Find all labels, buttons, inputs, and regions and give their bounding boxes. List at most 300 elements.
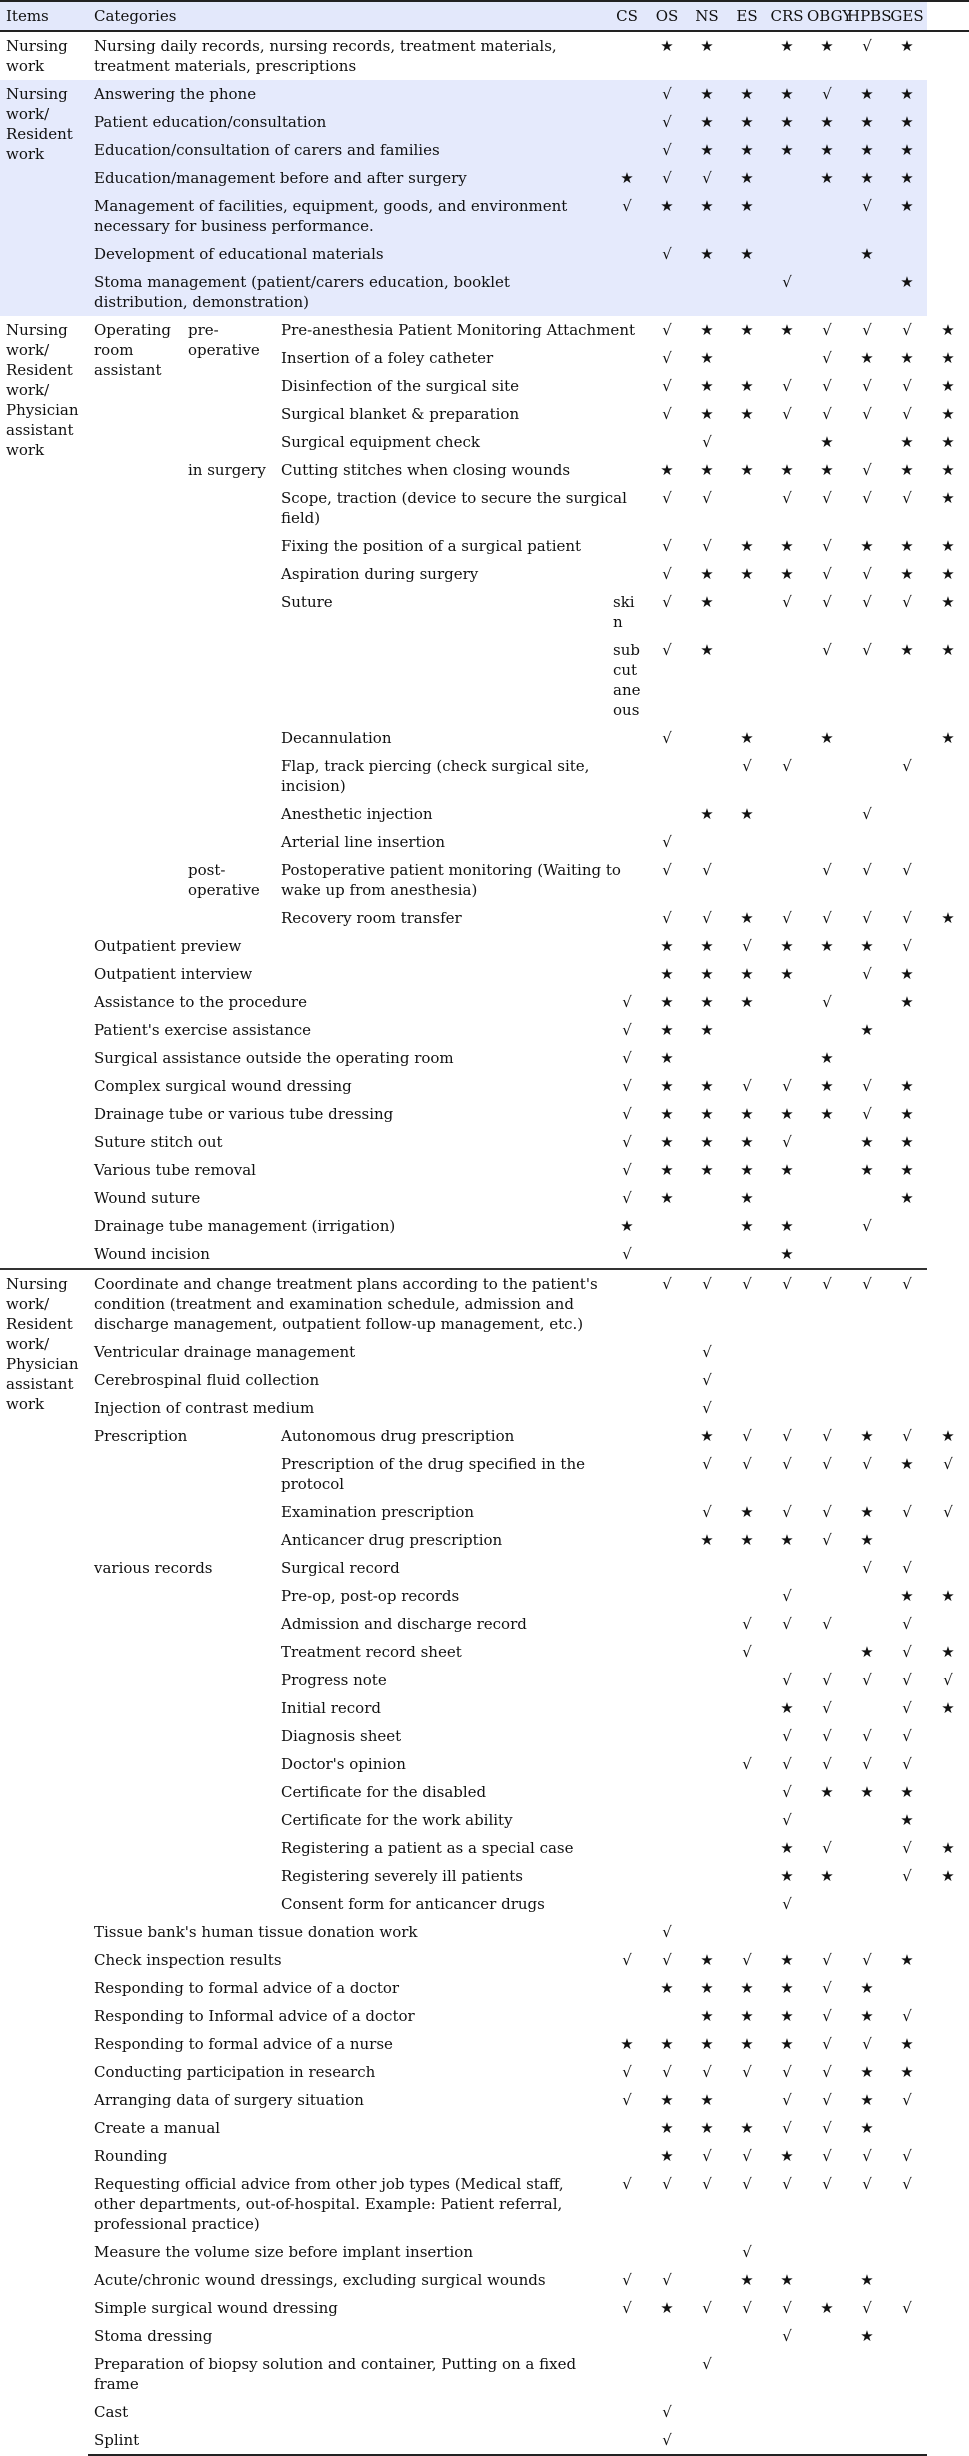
mark-cell: [687, 1722, 727, 1750]
mark-cell: ★: [900, 537, 914, 555]
mark-cell: √: [887, 1269, 927, 1338]
mark-cell: [767, 856, 807, 904]
mark-cell: ★: [941, 729, 955, 747]
table-row: [0, 2238, 969, 2266]
mark-cell: ★: [900, 2035, 914, 2053]
mark-cell: [727, 1016, 767, 1044]
mark-cell: √: [782, 2175, 792, 2193]
table-row: [0, 2114, 969, 2142]
mark-cell: ★: [860, 2007, 874, 2025]
mark-cell: [847, 2426, 887, 2455]
mark-cell: √: [862, 2147, 872, 2165]
mark-cell: [647, 1394, 687, 1422]
mark-cell: [887, 1212, 927, 1240]
mark-cell: [727, 636, 767, 724]
detail-label: Certificate for the work ability: [281, 1811, 513, 1829]
mark-cell: [767, 1366, 807, 1394]
mark-cell: √: [782, 1077, 792, 1095]
category-label: Prescription: [94, 1427, 188, 1445]
mark-cell: √: [862, 1727, 872, 1745]
table-row: [0, 316, 969, 344]
category-label: Preparation of biopsy solution and container, Putting on a fixed frame: [94, 2355, 577, 2393]
mark-cell: [847, 1806, 887, 1834]
header-items: Items: [6, 7, 49, 25]
mark-cell: √: [742, 1951, 752, 1969]
mark-cell: ★: [700, 321, 714, 339]
mark-cell: [607, 2322, 647, 2350]
mark-cell: [887, 724, 927, 752]
table-row: [0, 1366, 969, 1394]
mark-cell: √: [662, 245, 672, 263]
detail-label: Postoperative patient monitoring (Waiting to wake up from anesthesia): [281, 861, 621, 899]
mark-cell: [887, 1240, 927, 1269]
mark-cell: √: [822, 1979, 832, 1997]
sub-detail-label: skin: [613, 593, 635, 631]
table-row: [0, 1156, 969, 1184]
mark-cell: √: [862, 489, 872, 507]
mark-cell: ★: [660, 937, 674, 955]
mark-cell: [607, 136, 647, 164]
header-col: OBGY: [807, 7, 853, 25]
mark-cell: [607, 268, 647, 316]
mark-cell: [687, 1554, 727, 1582]
mark-cell: √: [782, 1133, 792, 1151]
mark-cell: ★: [700, 2007, 714, 2025]
mark-cell: ★: [900, 433, 914, 451]
mark-cell: ★: [780, 321, 794, 339]
mark-cell: ★: [700, 1951, 714, 1969]
mark-cell: [727, 2322, 767, 2350]
mark-cell: [847, 1582, 887, 1610]
mark-cell: ★: [860, 349, 874, 367]
mark-cell: ★: [941, 1643, 955, 1661]
mark-cell: √: [902, 1867, 912, 1885]
mark-cell: [727, 2086, 767, 2114]
mark-cell: ★: [941, 1427, 955, 1445]
mark-cell: ★: [740, 1189, 754, 1207]
mark-cell: ★: [900, 1133, 914, 1151]
mark-cell: √: [742, 1755, 752, 1773]
mark-cell: √: [822, 2035, 832, 2053]
mark-cell: √: [742, 1455, 752, 1473]
mark-cell: [607, 2426, 647, 2455]
mark-cell: ★: [740, 965, 754, 983]
header-col: HPBS: [847, 7, 892, 25]
mark-cell: [607, 2002, 647, 2030]
mark-cell: [727, 1394, 767, 1422]
mark-cell: [807, 1366, 847, 1394]
table-row: [0, 108, 969, 136]
mark-cell: √: [742, 1427, 752, 1445]
mark-cell: √: [662, 1923, 672, 1941]
mark-cell: [727, 1834, 767, 1862]
category-label: Outpatient preview: [94, 937, 242, 955]
mark-cell: ★: [860, 141, 874, 159]
mark-cell: ★: [860, 1979, 874, 1997]
mark-cell: [607, 1366, 647, 1394]
mark-cell: ★: [900, 349, 914, 367]
table-row: [0, 2058, 969, 2086]
detail-label: Certificate for the disabled: [281, 1783, 487, 1801]
category-label: Create a manual: [94, 2119, 221, 2137]
mark-cell: [687, 1750, 727, 1778]
mark-cell: ★: [941, 321, 955, 339]
mark-cell: [687, 1582, 727, 1610]
mark-cell: ★: [941, 641, 955, 659]
category-label: Injection of contrast medium: [94, 1399, 315, 1417]
mark-cell: ★: [900, 1189, 914, 1207]
mark-cell: ★: [860, 85, 874, 103]
mark-cell: [687, 1044, 727, 1072]
mark-cell: ★: [740, 2271, 754, 2289]
mark-cell: √: [782, 489, 792, 507]
mark-cell: ★: [780, 85, 794, 103]
mark-cell: [607, 80, 647, 108]
mark-cell: √: [862, 2175, 872, 2193]
mark-cell: [687, 1212, 727, 1240]
mark-cell: [887, 1016, 927, 1044]
table-row: [0, 2426, 969, 2455]
mark-cell: ★: [900, 641, 914, 659]
mark-cell: √: [862, 1755, 872, 1773]
mark-cell: √: [943, 1503, 953, 1521]
mark-cell: [807, 1394, 847, 1422]
category-label: Various tube removal: [94, 1161, 256, 1179]
mark-cell: ★: [660, 2091, 674, 2109]
mark-cell: √: [702, 1455, 712, 1473]
table-row: [0, 960, 969, 988]
mark-cell: ★: [780, 37, 794, 55]
mark-cell: √: [902, 2007, 912, 2025]
mark-cell: [767, 800, 807, 828]
mark-cell: ★: [740, 1133, 754, 1151]
sub-detail-label: subcutaneous: [613, 641, 641, 719]
mark-cell: [807, 268, 847, 316]
detail-label: Pre-anesthesia Patient Monitoring Attachment: [281, 321, 636, 339]
mark-cell: [727, 484, 767, 532]
mark-cell: √: [702, 909, 712, 927]
mark-cell: √: [822, 861, 832, 879]
mark-cell: √: [662, 2063, 672, 2081]
mark-cell: [767, 988, 807, 1016]
mark-cell: [607, 2350, 647, 2398]
mark-cell: ★: [660, 1105, 674, 1123]
mark-cell: ★: [860, 1503, 874, 1521]
mark-cell: ★: [660, 197, 674, 215]
mark-cell: ★: [900, 993, 914, 1011]
subcategory-label: in surgery: [188, 461, 266, 479]
mark-cell: ★: [941, 565, 955, 583]
table-row: [0, 1394, 969, 1422]
mark-cell: [727, 1338, 767, 1366]
mark-cell: √: [902, 377, 912, 395]
mark-cell: ★: [700, 2119, 714, 2137]
mark-cell: [887, 1338, 927, 1366]
mark-cell: ★: [820, 2299, 834, 2317]
category-label: Outpatient interview: [94, 965, 253, 983]
mark-cell: [807, 1806, 847, 1834]
mark-cell: √: [622, 1245, 632, 1263]
mark-cell: ★: [820, 1077, 834, 1095]
mark-cell: ★: [740, 169, 754, 187]
mark-cell: √: [822, 2147, 832, 2165]
mark-cell: [807, 1338, 847, 1366]
mark-cell: √: [862, 1077, 872, 1095]
mark-cell: ★: [820, 1049, 834, 1067]
mark-cell: ★: [900, 85, 914, 103]
mark-cell: [727, 344, 767, 372]
mark-cell: ★: [860, 169, 874, 187]
mark-cell: √: [622, 2175, 632, 2193]
mark-cell: [647, 1450, 687, 1498]
mark-cell: √: [742, 757, 752, 775]
mark-cell: ★: [900, 1951, 914, 1969]
mark-cell: ★: [780, 1951, 794, 1969]
mark-cell: √: [902, 1559, 912, 1577]
detail-label: Treatment record sheet: [281, 1643, 462, 1661]
mark-cell: ★: [740, 245, 754, 263]
mark-cell: √: [822, 537, 832, 555]
mark-cell: [807, 2398, 847, 2426]
mark-cell: √: [662, 537, 672, 555]
mark-cell: ★: [941, 909, 955, 927]
category-label: Drainage tube management (irrigation): [94, 1217, 396, 1235]
mark-cell: ★: [820, 113, 834, 131]
mark-cell: [847, 724, 887, 752]
mark-cell: √: [742, 1615, 752, 1633]
mark-cell: √: [822, 641, 832, 659]
mark-cell: [847, 1918, 887, 1946]
category-label: Tissue bank's human tissue donation work: [94, 1923, 418, 1941]
mark-cell: [847, 2350, 887, 2398]
category-label: Development of educational materials: [94, 245, 384, 263]
mark-cell: ★: [660, 993, 674, 1011]
mark-cell: [847, 1366, 887, 1394]
mark-cell: ★: [780, 2035, 794, 2053]
table-row: [0, 2398, 969, 2426]
mark-cell: √: [662, 1951, 672, 1969]
mark-cell: [807, 2238, 847, 2266]
mark-cell: ★: [780, 113, 794, 131]
table-row: [0, 1240, 969, 1269]
mark-cell: ★: [780, 1217, 794, 1235]
mark-cell: ★: [941, 377, 955, 395]
mark-cell: √: [902, 1503, 912, 1521]
mark-cell: √: [662, 909, 672, 927]
mark-cell: ★: [700, 805, 714, 823]
mark-cell: [887, 2398, 927, 2426]
mark-cell: √: [902, 321, 912, 339]
mark-cell: [847, 428, 887, 456]
mark-cell: √: [622, 1189, 632, 1207]
mark-cell: √: [662, 2271, 672, 2289]
mark-cell: [607, 1269, 647, 1338]
mark-cell: ★: [700, 565, 714, 583]
mark-cell: [807, 960, 847, 988]
detail-label: Surgical blanket & preparation: [281, 405, 520, 423]
mark-cell: √: [702, 1371, 712, 1389]
mark-cell: ★: [860, 2091, 874, 2109]
mark-cell: [647, 1666, 687, 1694]
mark-cell: [767, 1638, 807, 1666]
detail-label: Decannulation: [281, 729, 392, 747]
mark-cell: ★: [700, 1427, 714, 1445]
table-row: [0, 1016, 969, 1044]
category-label: Surgical assistance outside the operating room: [94, 1049, 454, 1067]
mark-cell: √: [702, 1503, 712, 1521]
mark-cell: √: [782, 757, 792, 775]
mark-cell: √: [662, 113, 672, 131]
mark-cell: ★: [860, 113, 874, 131]
mark-cell: ★: [700, 965, 714, 983]
mark-cell: √: [702, 2175, 712, 2193]
mark-cell: √: [622, 1105, 632, 1123]
mark-cell: ★: [780, 1531, 794, 1549]
mark-cell: ★: [660, 1161, 674, 1179]
mark-cell: [767, 2426, 807, 2455]
mark-cell: ★: [941, 461, 955, 479]
mark-cell: [847, 1610, 887, 1638]
mark-cell: ★: [700, 197, 714, 215]
category-label: Acute/chronic wound dressings, excluding surgical wounds: [94, 2271, 546, 2289]
mark-cell: √: [822, 2091, 832, 2109]
mark-cell: ★: [860, 2063, 874, 2081]
mark-cell: [807, 2266, 847, 2294]
mark-cell: ★: [900, 1077, 914, 1095]
mark-cell: ★: [700, 2035, 714, 2053]
mark-cell: ★: [740, 321, 754, 339]
mark-cell: ★: [780, 1867, 794, 1885]
mark-cell: ★: [700, 461, 714, 479]
mark-cell: [807, 1890, 847, 1918]
mark-cell: ★: [780, 461, 794, 479]
mark-cell: ★: [700, 1077, 714, 1095]
mark-cell: [767, 2238, 807, 2266]
mark-cell: [727, 828, 767, 856]
mark-cell: √: [702, 537, 712, 555]
mark-cell: [647, 2238, 687, 2266]
mark-cell: [727, 1862, 767, 1890]
mark-cell: [647, 1582, 687, 1610]
mark-cell: √: [822, 2175, 832, 2193]
mark-cell: ★: [941, 1587, 955, 1605]
mark-cell: √: [622, 1161, 632, 1179]
mark-cell: ★: [780, 1105, 794, 1123]
table-row: [0, 1212, 969, 1240]
mark-cell: √: [902, 489, 912, 507]
mark-cell: √: [902, 1755, 912, 1773]
detail-label: Arterial line insertion: [281, 833, 446, 851]
mark-cell: √: [862, 1951, 872, 1969]
mark-cell: ★: [820, 37, 834, 55]
mark-cell: ★: [700, 1531, 714, 1549]
mark-cell: √: [702, 2063, 712, 2081]
mark-cell: [607, 108, 647, 136]
mark-cell: [607, 2398, 647, 2426]
header-col: GES: [890, 7, 924, 25]
mark-cell: [727, 31, 767, 80]
mark-cell: √: [822, 1671, 832, 1689]
header-col: NS: [695, 7, 719, 25]
mark-cell: ★: [780, 1245, 794, 1263]
mark-cell: ★: [700, 1979, 714, 1997]
mark-cell: √: [662, 141, 672, 159]
category-label: Rounding: [94, 2147, 168, 2165]
mark-cell: √: [862, 565, 872, 583]
mark-cell: [927, 752, 969, 800]
mark-cell: √: [782, 1587, 792, 1605]
mark-cell: √: [822, 1755, 832, 1773]
mark-cell: √: [622, 2091, 632, 2109]
table-row: [0, 2322, 969, 2350]
mark-cell: ★: [700, 1021, 714, 1039]
mark-cell: √: [742, 2175, 752, 2193]
category-label: Check inspection results: [94, 1951, 282, 1969]
mark-cell: √: [782, 1811, 792, 1829]
mark-cell: [767, 428, 807, 456]
mark-cell: [727, 1666, 767, 1694]
mark-cell: [847, 2398, 887, 2426]
mark-cell: √: [742, 2299, 752, 2317]
mark-cell: √: [862, 1105, 872, 1123]
mark-cell: [847, 1834, 887, 1862]
mark-cell: ★: [860, 1643, 874, 1661]
mark-cell: [727, 1778, 767, 1806]
mark-cell: ★: [860, 1531, 874, 1549]
table-row: [0, 268, 969, 316]
mark-cell: √: [902, 1671, 912, 1689]
mark-cell: √: [902, 2175, 912, 2193]
mark-cell: √: [862, 965, 872, 983]
category-label: Splint: [88, 2426, 607, 2455]
table-row: [0, 1974, 969, 2002]
mark-cell: √: [862, 37, 872, 55]
mark-cell: [687, 1240, 727, 1269]
table-row: [0, 240, 969, 268]
mark-cell: ★: [700, 405, 714, 423]
mark-cell: [887, 1526, 927, 1554]
mark-cell: [647, 800, 687, 828]
mark-cell: √: [862, 909, 872, 927]
mark-cell: [927, 1554, 969, 1582]
mark-cell: ★: [860, 245, 874, 263]
mark-cell: √: [902, 1699, 912, 1717]
mark-cell: √: [782, 2299, 792, 2317]
mark-cell: √: [822, 349, 832, 367]
mark-cell: √: [822, 377, 832, 395]
mark-cell: [847, 1394, 887, 1422]
mark-cell: [807, 1638, 847, 1666]
mark-cell: ★: [820, 169, 834, 187]
mark-cell: [887, 2238, 927, 2266]
mark-cell: [807, 1212, 847, 1240]
mark-cell: [647, 1240, 687, 1269]
category-label: Nursing daily records, nursing records, treatment materials, treatment materials, prescriptions: [94, 37, 557, 75]
mark-cell: [807, 828, 847, 856]
mark-cell: [807, 240, 847, 268]
mark-cell: [607, 2142, 647, 2170]
mark-cell: √: [862, 1455, 872, 1473]
item-cell: Nursing work/ Resident work/ Physician assistant work: [0, 1269, 88, 2455]
mark-cell: ★: [900, 565, 914, 583]
mark-cell: √: [902, 937, 912, 955]
mark-cell: [767, 828, 807, 856]
detail-label: Initial record: [281, 1699, 381, 1717]
mark-cell: [647, 1722, 687, 1750]
mark-cell: [847, 2238, 887, 2266]
mark-cell: [647, 1750, 687, 1778]
mark-cell: √: [662, 2403, 672, 2421]
